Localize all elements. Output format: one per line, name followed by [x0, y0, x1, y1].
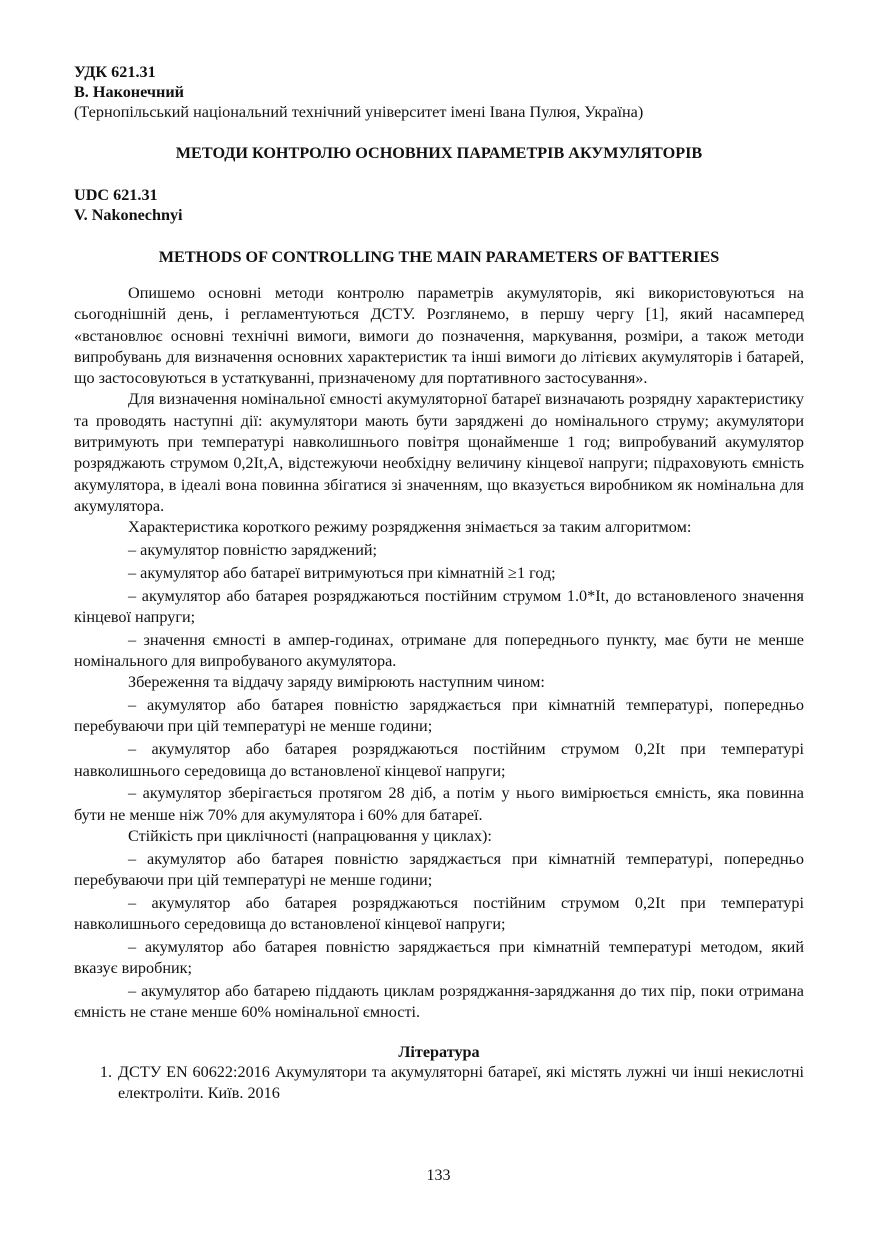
paragraph-charge-retention: Збереження та віддачу заряду вимірюють наступним чином:	[128, 673, 545, 692]
paragraph-cycle-endurance: Стійкість при циклічності (напрацювання у циклах):	[128, 826, 492, 845]
title-en: METHODS OF CONTROLLING THE MAIN PARAMETERS OF BATTERIES	[158, 248, 720, 266]
reference-number: 1.	[99, 1062, 112, 1081]
udc-ua: УДК 621.31	[74, 63, 156, 81]
list-item: – акумулятор або батарея розряджаються постійним струмом 1.0*It, до встановленого значення кінцевої напруги;	[74, 586, 804, 626]
list-item: – акумулятор повністю заряджений;	[128, 541, 378, 560]
page-number: 133	[426, 1167, 451, 1184]
list-item: – акумулятор або батарея розряджаються постійним струмом 0,2It при температурі навколишнього середовища до встановленої кінцевої напруги;	[74, 893, 804, 934]
list-item: – акумулятор або батарея розряджаються постійним струмом 0,2It при температурі навколишнього середовища до встановленої кінцевої напруги;	[74, 740, 804, 780]
paper-page	[74, 62, 804, 1104]
list-item: – акумулятор або батарея повністю заряджається при кімнатній температурі методом, який вказує виробник;	[74, 937, 804, 978]
list-item: – акумулятор або батареї витримуються при кімнатній ≥1 год;	[128, 563, 556, 582]
reference-text: ДСТУ EN 60622:2016 Акумулятори та акумуляторні батареї, які містять лужні чи інші некислотні електроліти. Київ. 2016	[118, 1062, 804, 1102]
paragraph-capacity: Для визначення номінальної ємності акумуляторної батареї визначають розрядну характеристику та проводять наступні дії: акумулятори мають бути заряджені до номінального струму; акумулятори витримують при температурі навколишнього повітря щонайменше 1 год; випробуваний акумулятор розряджають струмом 0,2It,A, відстежуючи необхідну величину кінцевої напруги; підраховують ємність акумулятора, в ідеалі вона повинна збігатися зі значенням, що вказується виробником як номінальна для акумулятора.	[74, 390, 804, 515]
title-ua: МЕТОДИ КОНТРОЛЮ ОСНОВНИХ ПАРАМЕТРІВ АКУМУЛЯТОРІВ	[175, 144, 703, 162]
list-item: – акумулятор зберігається протягом 28 діб, а потім у нього вимірюється ємність, яка повинна бути не менше ніж 70% для акумулятора і 60% для батареї.	[74, 784, 804, 824]
affiliation: (Тернопільський національний технічний університет імені Івана Пулюя, Україна)	[74, 103, 644, 121]
paragraph-intro: Опишемо основні методи контролю параметрів акумуляторів, які використовуються на сьогоднішній день, і регламентуються ДСТУ. Розглянемо, в першу чергу [1], який насамперед «встановлює основні технічні вимоги, вимоги до позначення, маркування, розміри, а також методи випробувань для визначення основних характеристик та інші вимоги до літієвих акумуляторів і батарей, що застосовуються в устаткуванні, призначеному для портативного застосування».	[74, 284, 804, 388]
author-en: V. Nakonechnyi	[74, 206, 183, 224]
udc-en: UDC 621.31	[74, 186, 158, 204]
reference-item	[74, 1062, 804, 1104]
paragraph-short-discharge: Характеристика короткого режиму розрядження знімається за таким алгоритмом:	[128, 518, 692, 537]
list-item: – акумулятор або батарея повністю заряджається при кімнатній температурі, попередньо перебуваючи при цій температурі не менше години;	[74, 696, 804, 736]
references-heading: Література	[398, 1042, 480, 1061]
list-item: – акумулятор або батарею піддають циклам розряджання-заряджання до тих пір, поки отримана ємність не стане менше 60% номінальної ємності.	[74, 982, 804, 1022]
list-item: – значення ємності в ампер-годинах, отримане для попереднього пункту, має бути не менше номінального для випробуваного акумулятора.	[74, 630, 804, 671]
author-ua: В. Наконечний	[74, 83, 185, 101]
list-item: – акумулятор або батарея повністю заряджається при кімнатній температурі, попередньо перебуваючи при цій температурі не менше години;	[74, 849, 804, 890]
